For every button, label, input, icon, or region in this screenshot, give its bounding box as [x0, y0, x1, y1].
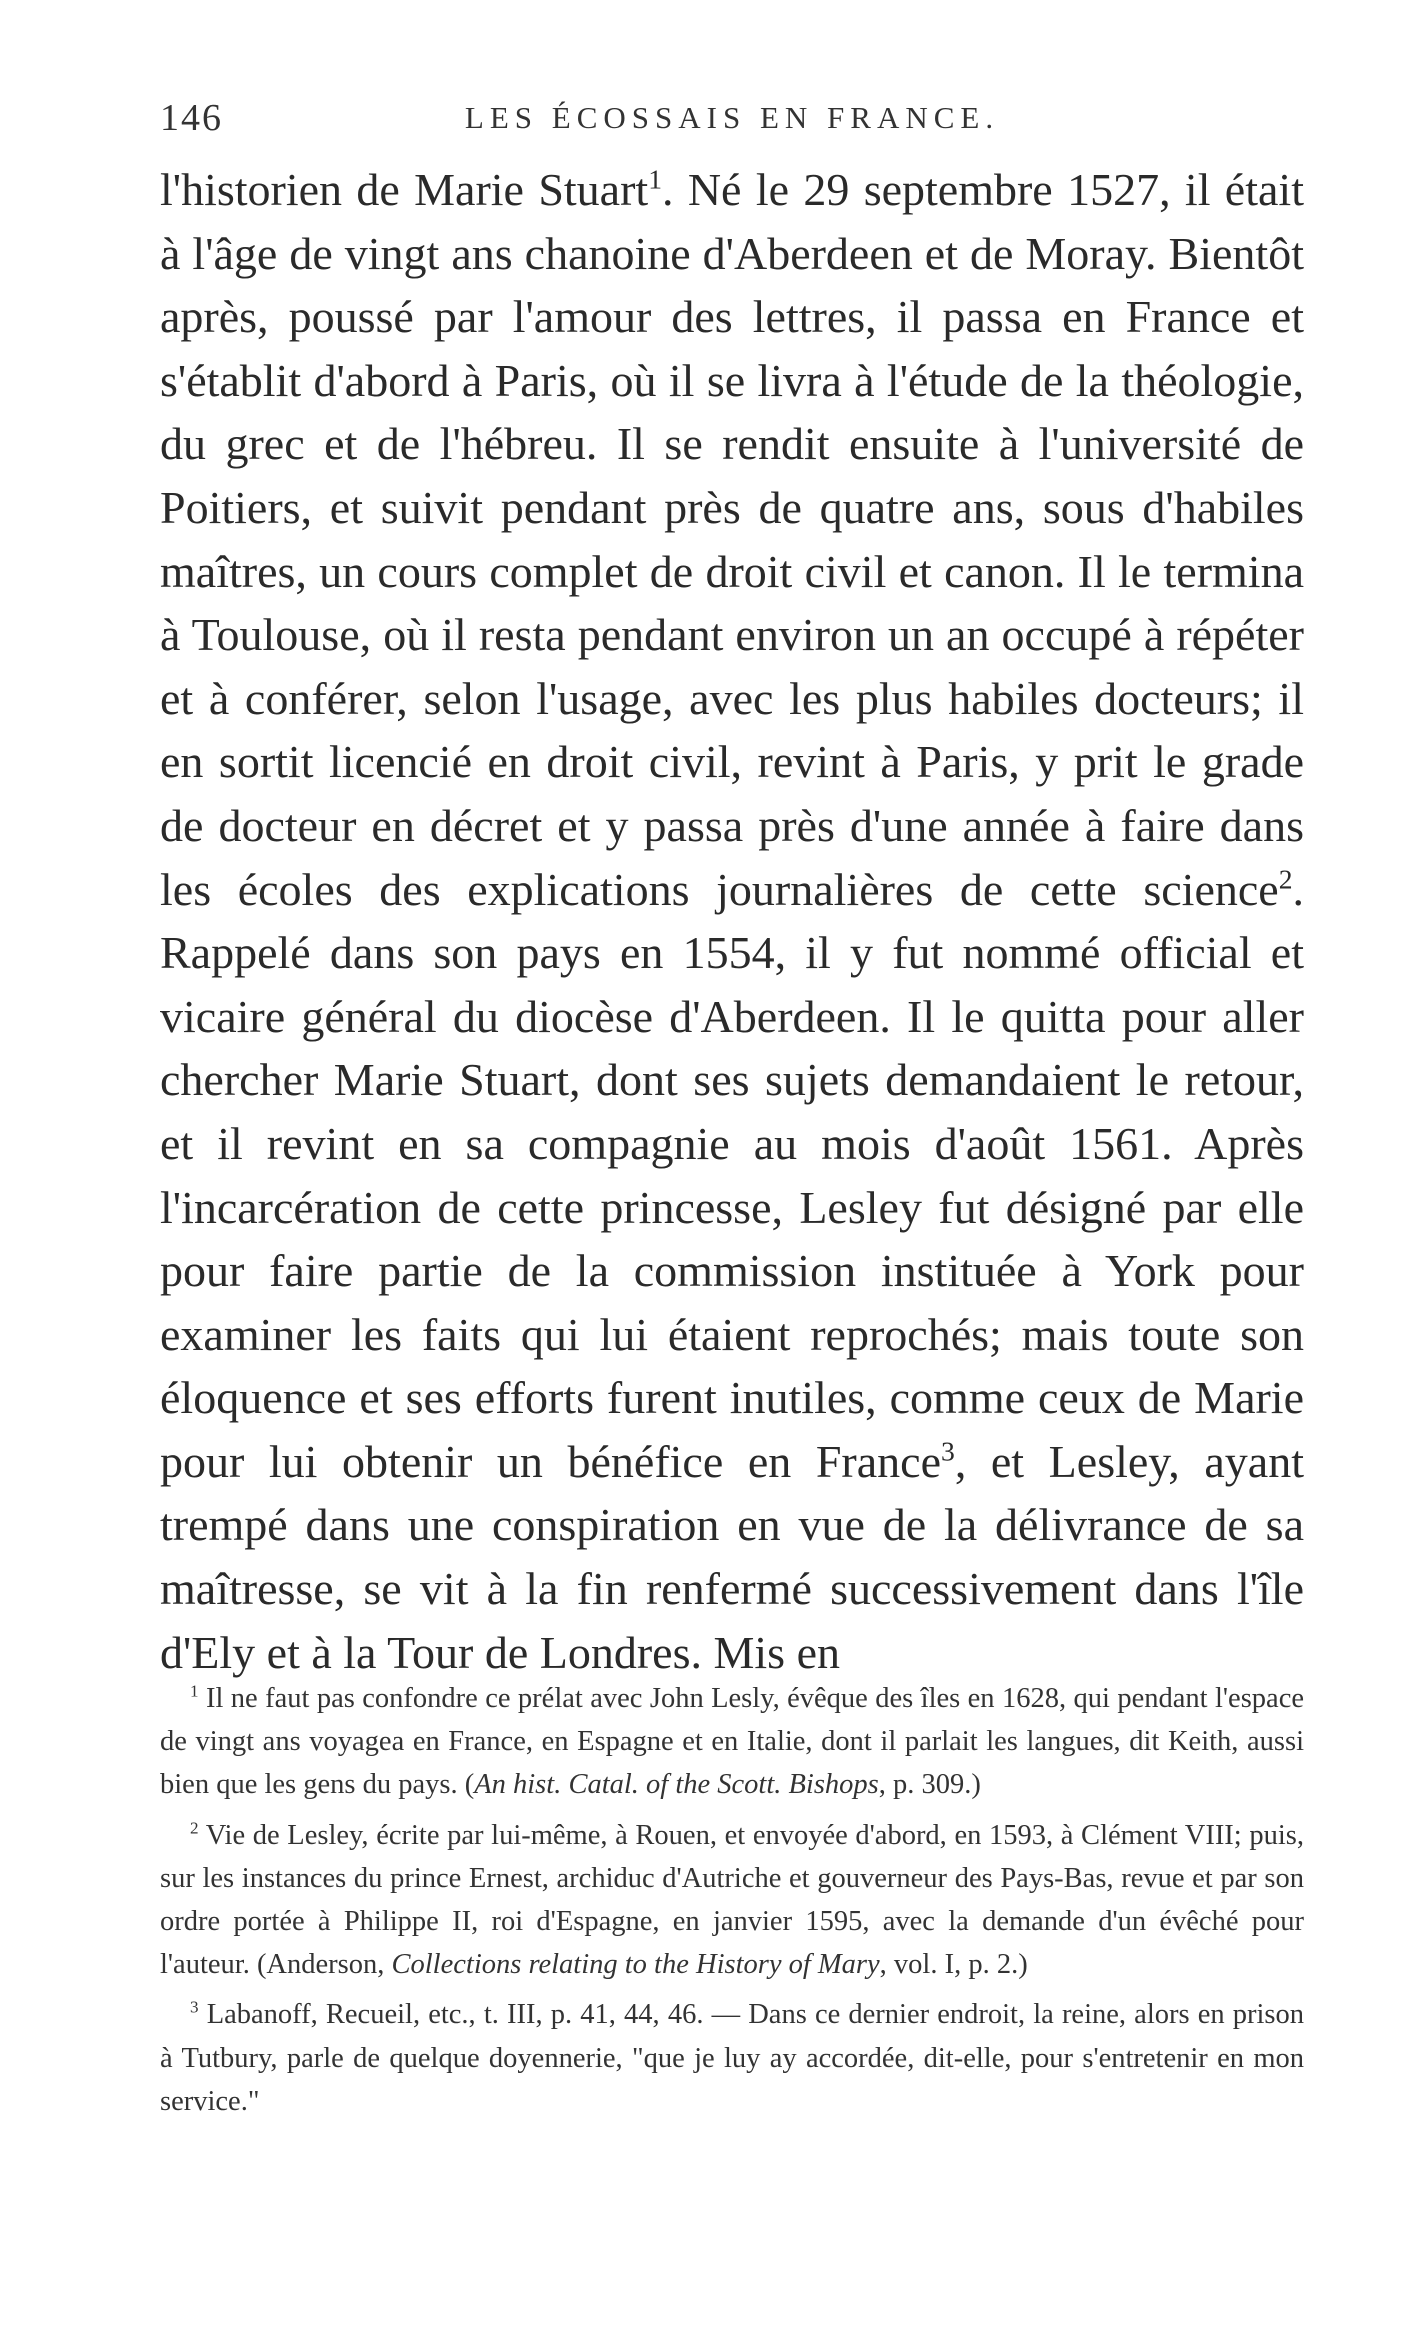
footnote-marker: 1 [190, 1681, 199, 1701]
footnote-ref-3[interactable]: 3 [941, 1435, 955, 1467]
body-segment-2: . Né le 29 septembre 1527, il était à l'âge de vingt ans chanoine d'Aberdeen et de Moray. Bientôt après, poussé par l'amour des lettres, il passa en France et s'établit d'abord à Paris, où il se livra à l'étude de la théologie, du grec et de l'hébreu. Il se rendit ensuite à l'université de Poitiers, et suivit pendant près de quatre ans, sous d'habiles maîtres, un cours complet de droit civil et canon. Il le termina à Toulouse, où il resta pendant environ un an occupé à répéter et à conférer, selon l'usage, avec les plus habiles docteurs; il en sortit licencié en droit civil, revint à Paris, y prit le grade de docteur en décret et y passa près d'une année à faire dans les écoles des explications journalières de cette science [160, 164, 1304, 915]
main-paragraph [160, 158, 1304, 1684]
footnote-citation-tail: , p. 309.) [878, 1769, 981, 1801]
page-header [160, 96, 1304, 146]
footnote-marker: 3 [190, 1997, 199, 2017]
footnote-text: Il ne faut pas confondre ce prélat avec John Lesly, évêque des îles en 1628, qui pendant l'espace de vingt ans voyagea en France, en Espagne et en Italie, dont il parlait les langues, dit Keith, aussi bien que les gens du pays. ( [160, 1683, 1304, 1801]
footnote-text: Vie de Lesley, écrite par lui-même, à Rouen, et envoyée d'abord, en 1593, à Clément VIII; puis, sur les instances du prince Ernest, archiduc d'Autriche et gouverneur des Pays-Bas, revue et par son ordre portée à Philippe II, roi d'Espagne, en janvier 1595, avec la demande d'un évêché pour l'auteur. (Anderson, [160, 1819, 1304, 1981]
footnote-1 [160, 1677, 1304, 1807]
footnote-citation-title: Collections relating to the History of Mary [391, 1949, 880, 1981]
footnotes [160, 1677, 1304, 2130]
body-segment-4: , et Lesley, ayant trempé dans une conspiration en vue de la délivrance de sa maîtresse, se vit à la fin renfermé successivement dans l'île d'Ely et à la Tour de Londres. Mis en [160, 1435, 1304, 1678]
body-segment-3: . Rappelé dans son pays en 1554, il y fut nommé official et vicaire général du diocèse d'Aberdeen. Il le quitta pour aller chercher Marie Stuart, dont ses sujets demandaient le retour, et il revint en sa compagnie au mois d'août 1561. Après l'incarcération de cette princesse, Lesley fut désigné par elle pour faire partie de la commission instituée à York pour examiner les faits qui lui étaient reprochés; mais toute son éloquence et ses efforts furent inutiles, comme ceux de Marie pour lui obtenir un bénéfice en France [160, 863, 1304, 1487]
page-number: 146 [160, 97, 223, 139]
footnote-2 [160, 1814, 1304, 1987]
footnote-ref-1[interactable]: 1 [648, 163, 662, 195]
running-title: LES ÉCOSSAIS EN FRANCE. [464, 100, 1000, 135]
footnote-marker: 2 [190, 1818, 199, 1838]
body-segment-1: l'historien de Marie Stuart [160, 164, 649, 215]
footnote-3 [160, 1993, 1304, 2123]
footnote-citation-title: An hist. Catal. of the Scott. Bishops [474, 1769, 879, 1801]
footnote-ref-2[interactable]: 2 [1278, 863, 1293, 895]
footnote-citation-tail: , vol. I, p. 2.) [879, 1949, 1028, 1981]
footnote-text: Labanoff, Recueil, etc., t. III, p. 41, 44, 46. — Dans ce dernier endroit, la reine, alors en prison à Tutbury, parle de quelque doyennerie, "que je luy ay accordée, dit-elle, pour s'entretenir en mon service." [160, 1999, 1305, 2117]
